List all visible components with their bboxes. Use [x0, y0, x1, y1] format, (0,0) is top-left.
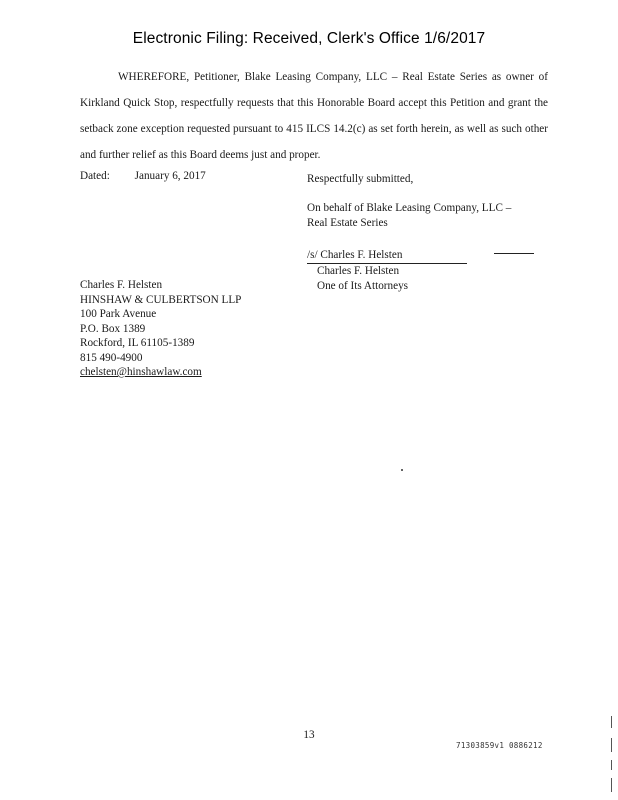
scan-edge-mark	[611, 760, 612, 770]
city-state-zip: Rockford, IL 61105-1389	[80, 337, 195, 349]
document-id: 71303859v1 0886212	[456, 741, 543, 750]
signature-closing: Respectfully submitted,	[307, 173, 414, 185]
signature-block	[307, 172, 547, 294]
attorney-name: Charles F. Helsten	[80, 279, 163, 291]
spacer	[307, 187, 547, 201]
email-link[interactable]: chelsten@hinshawlaw.com	[80, 366, 202, 378]
on-behalf-line-2: Real Estate Series	[307, 217, 388, 229]
po-box: P.O. Box 1389	[80, 322, 146, 335]
scan-edge-mark	[611, 716, 612, 728]
attorney-contact-block	[80, 278, 241, 380]
dated-label: Dated:	[80, 170, 110, 182]
signer-name: Charles F. Helsten	[317, 265, 400, 277]
scan-edge-mark	[611, 738, 612, 752]
electronic-signature: /s/ Charles F. Helsten	[307, 248, 467, 264]
scan-speck	[401, 469, 403, 471]
filing-stamp: Electronic Filing: Received, Clerk's Office 1/6/2017	[132, 30, 486, 47]
scan-edge-mark	[611, 778, 612, 792]
page-number: 13	[303, 729, 315, 741]
law-firm-name: HINSHAW & CULBERTSON LLP	[80, 293, 242, 306]
wherefore-paragraph: WHEREFORE, Petitioner, Blake Leasing Company, LLC – Real Estate Series as owner of Kirkland Quick Stop, respectfully requests that this Honorable Board accept this Petition and grant the setback zone exception requested pursuant to 415 ILCS 14.2(c) as set forth herein, as well as such other and further relief as this Board deems just and proper.	[80, 71, 548, 161]
dated-line	[80, 170, 206, 182]
dated-value: January 6, 2017	[134, 170, 206, 182]
phone-number: 815 490-4900	[80, 351, 143, 364]
signature-rule	[494, 253, 534, 254]
spacer	[307, 231, 547, 248]
on-behalf-line-1: On behalf of Blake Leasing Company, LLC –	[307, 202, 512, 214]
street-address: 100 Park Avenue	[80, 308, 157, 320]
signer-role: One of Its Attorneys	[317, 280, 409, 292]
